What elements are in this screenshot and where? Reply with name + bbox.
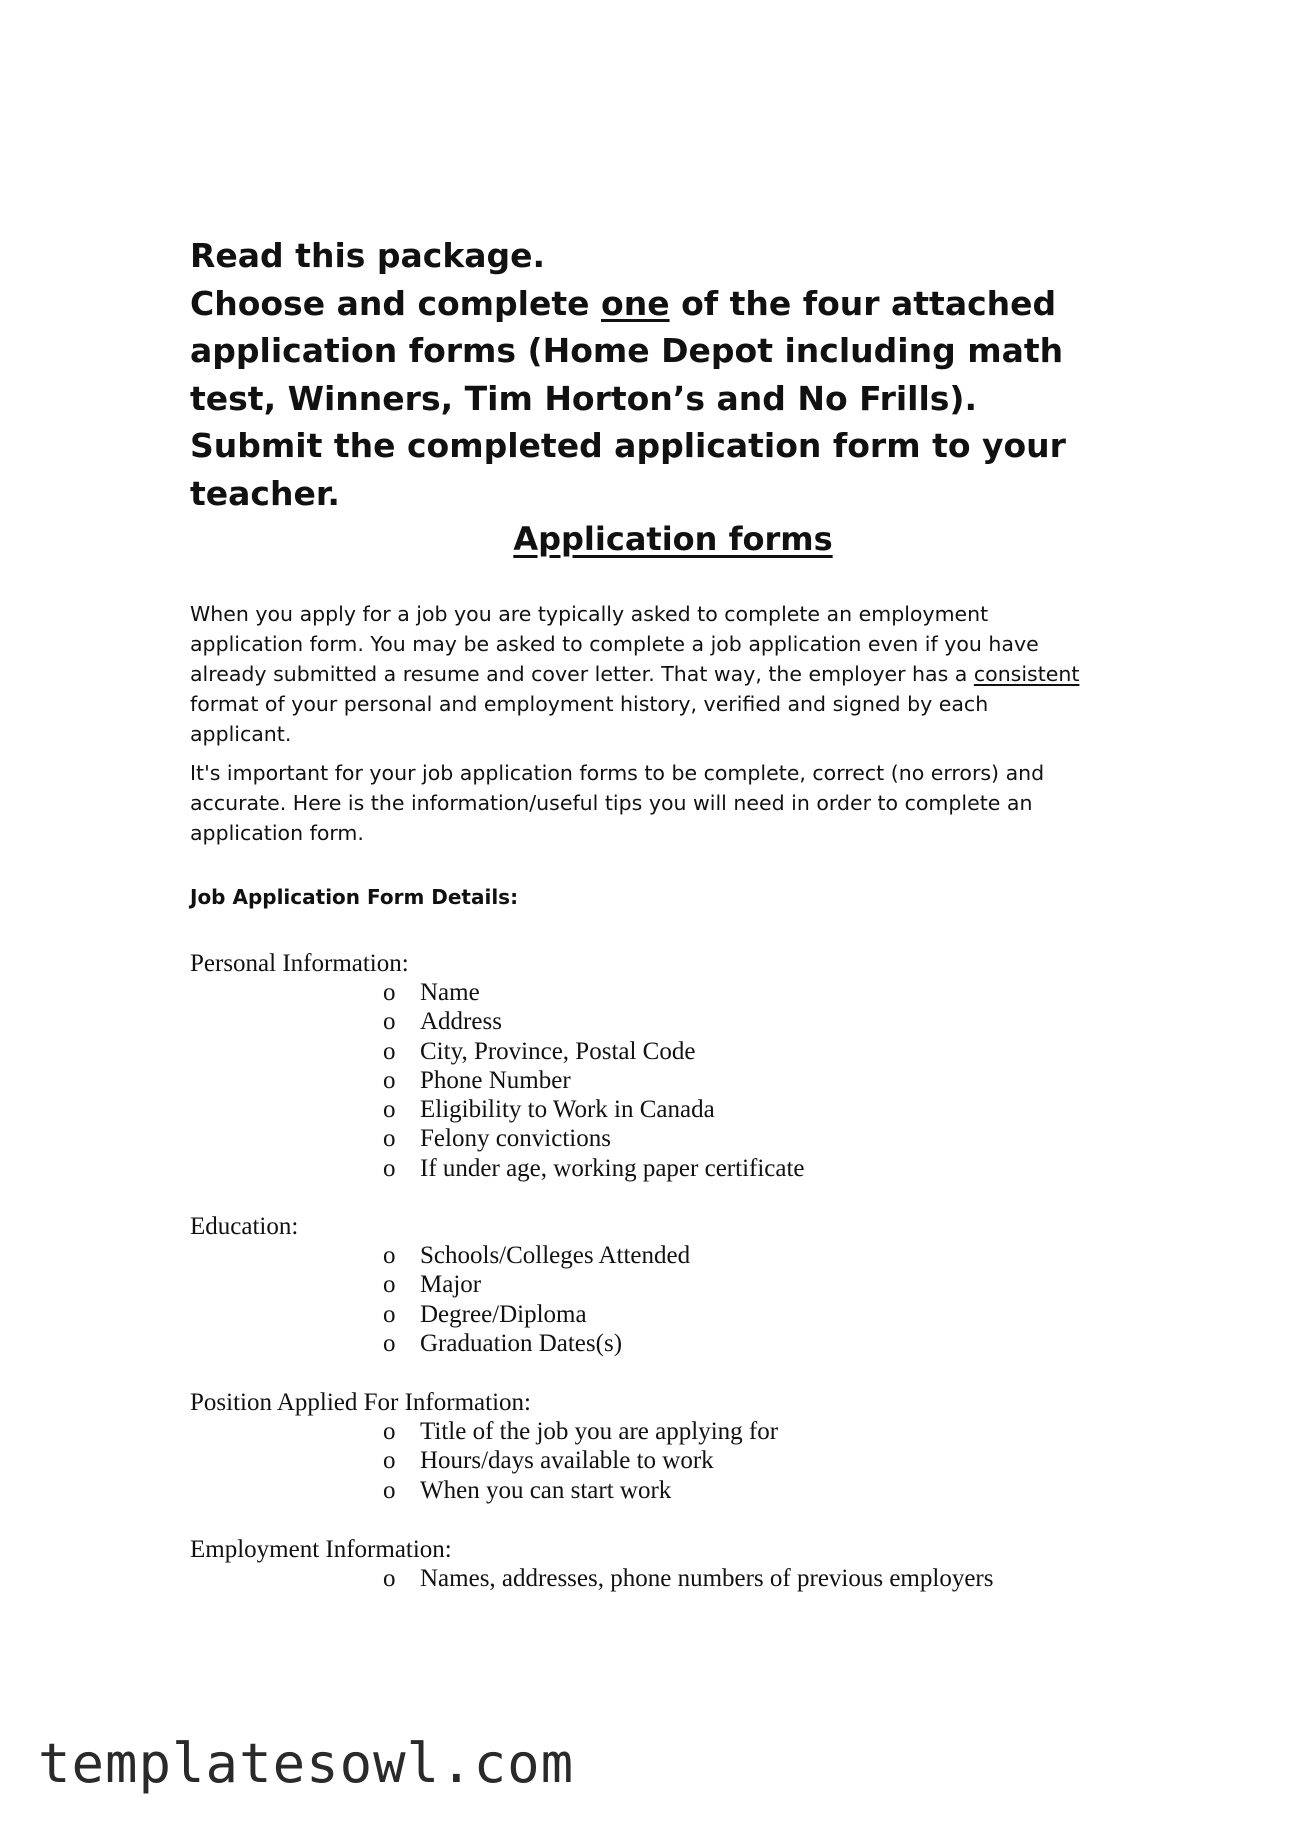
list-item: [190, 1154, 1090, 1183]
list-item-text: When you can start work: [420, 1476, 672, 1504]
bullet-list: [190, 978, 1090, 1183]
instructions: [190, 232, 1120, 517]
instruction-text: of the four attached application forms (Home Depot including math test, Winners, Tim Horton’s and No Frills). Submit the completed application form to your teacher.: [190, 283, 1066, 513]
bullet-icon: o: [383, 1154, 396, 1182]
section-employment-information: [190, 1535, 1090, 1593]
list-item: [190, 1564, 1090, 1593]
bullet-icon: o: [383, 1037, 396, 1065]
bullet-icon: o: [383, 1271, 396, 1299]
section-title: Personal Information:: [190, 950, 409, 977]
paragraph-text: When you apply for a job you are typically asked to complete an employment application form. You may be asked to complete a job application even if you have already submitted a resume and cover letter. That way, the employer has a: [190, 602, 1039, 686]
paragraph-emphasis: consistent: [973, 662, 1080, 686]
list-item: [190, 1095, 1090, 1124]
bullet-list: [190, 1241, 1090, 1358]
list-item-text: Phone Number: [420, 1066, 571, 1094]
list-item-text: Name: [420, 979, 480, 1006]
list-item-text: Address: [420, 1008, 502, 1036]
section-position-applied: [190, 1388, 1090, 1505]
list-item-text: If under age, working paper certificate: [420, 1154, 805, 1182]
section-title: Employment Information:: [190, 1536, 452, 1563]
bullet-icon: o: [383, 1008, 396, 1036]
heading-text: Application forms: [513, 520, 833, 558]
instruction-text: Choose and complete: [190, 283, 602, 323]
list-item: [190, 1066, 1090, 1095]
bullet-icon: o: [383, 1125, 396, 1153]
list-item: [190, 1476, 1090, 1505]
bullet-icon: o: [383, 1447, 396, 1475]
list-item-text: Schools/Colleges Attended: [420, 1242, 691, 1269]
list-item: [190, 978, 1090, 1007]
instruction-line-1: Read this package.: [190, 236, 546, 275]
bullet-icon: o: [383, 1242, 396, 1269]
bullet-list: [190, 1417, 1090, 1505]
list-item: [190, 1417, 1090, 1446]
list-item: [190, 1446, 1090, 1475]
intro-paragraph-2: It's important for your job application forms to be complete, correct (no errors) and accurate. Here is the information/useful tips you will need in order to complete an application form.: [190, 761, 1045, 845]
paragraph-text: format of your personal and employment history, verified and signed by each applicant.: [190, 692, 989, 746]
intro-paragraph-1: [190, 599, 1090, 749]
section-heading: [0, 520, 1290, 558]
instruction-line-2: [190, 280, 1120, 518]
bullet-icon: o: [383, 1329, 396, 1357]
bullet-icon: o: [383, 1476, 396, 1504]
list-item: [190, 1241, 1090, 1270]
bullet-list: [190, 1564, 1090, 1593]
list-item: [190, 1124, 1090, 1153]
list-item: [190, 1300, 1090, 1329]
list-item-text: Eligibility to Work in Canada: [420, 1096, 715, 1124]
list-item-text: City, Province, Postal Code: [420, 1037, 696, 1065]
list-item: [190, 1007, 1090, 1036]
section-personal-information: [190, 949, 1090, 1183]
section-title: Position Applied For Information:: [190, 1389, 531, 1416]
list-item-text: Names, addresses, phone numbers of previous employers: [420, 1565, 994, 1592]
bullet-icon: o: [383, 1300, 396, 1328]
bullet-icon: o: [383, 1418, 396, 1445]
list-item: [190, 1270, 1090, 1299]
list-item-text: Major: [420, 1271, 482, 1299]
bullet-icon: o: [383, 1066, 396, 1094]
list-item: [190, 1329, 1090, 1358]
list-item-text: Title of the job you are applying for: [420, 1418, 779, 1445]
bullet-icon: o: [383, 979, 396, 1006]
instruction-emphasis: one: [601, 283, 670, 323]
details-title: Job Application Form Details:: [190, 885, 519, 909]
list-item-text: Graduation Dates(s): [420, 1329, 623, 1357]
watermark: templatesowl.com: [38, 1732, 575, 1795]
section-education: [190, 1212, 1090, 1358]
bullet-icon: o: [383, 1565, 396, 1592]
bullet-icon: o: [383, 1096, 396, 1124]
list-item-text: Degree/Diploma: [420, 1300, 587, 1328]
list-item-text: Hours/days available to work: [420, 1447, 714, 1475]
section-title: Education:: [190, 1213, 299, 1240]
list-item-text: Felony convictions: [420, 1125, 611, 1153]
list-item: [190, 1037, 1090, 1066]
